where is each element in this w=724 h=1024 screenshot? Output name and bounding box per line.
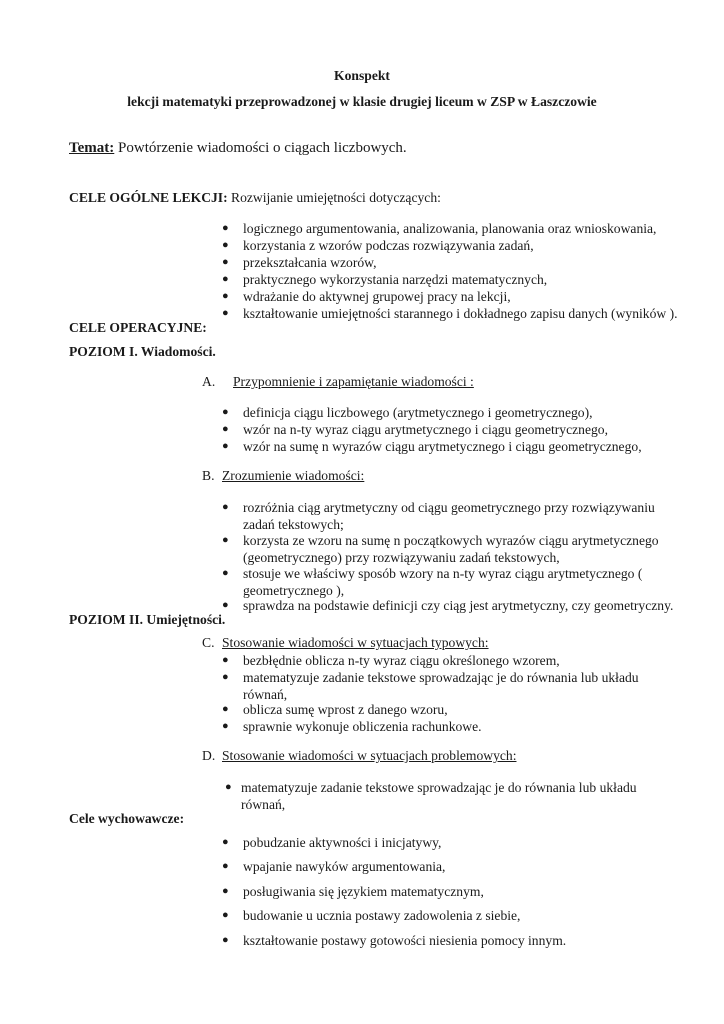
bullet-icon: ●: [222, 222, 229, 234]
section-d-title: Stosowanie wiadomości w sytuacjach problemowych:: [222, 748, 517, 763]
general-goals-text: Rozwijanie umiejętności dotyczących:: [227, 190, 441, 205]
section-a-title: Przypomnienie i zapamiętanie wiadomości :: [233, 374, 474, 389]
bullet-icon: ●: [222, 423, 229, 435]
section-b-title: Zrozumienie wiadomości:: [222, 468, 365, 483]
section-d-letter: D.: [202, 748, 216, 763]
list-item: matematyzuje zadanie tekstowe sprowadzając je do równania lub układu równań,: [241, 780, 637, 812]
list-item: definicja ciągu liczbowego (arytmetycznego i geometrycznego),: [243, 405, 593, 420]
bullet-icon: ●: [222, 273, 229, 285]
bullet-icon: ●: [222, 703, 229, 715]
bullet-icon: ●: [222, 307, 229, 319]
list-item: wzór na sumę n wyrazów ciągu arytmetycznego i ciągu geometrycznego,: [243, 439, 642, 454]
list-item: logicznego argumentowania, analizowania, planowania oraz wnioskowania,: [243, 221, 657, 236]
section-b-letter: B.: [202, 468, 215, 483]
bullet-icon: ●: [222, 406, 229, 418]
bullet-icon: ●: [222, 599, 229, 611]
document-subtitle: lekcji matematyki przeprowadzonej w klasie drugiej liceum w ZSP w Łaszczowie: [127, 94, 597, 109]
general-goals-line: [69, 189, 441, 206]
section-c-title: Stosowanie wiadomości w sytuacjach typowych:: [222, 635, 489, 650]
level-one-rest: . Wiadomości.: [134, 344, 216, 359]
level-two-rest: . Umiejętności.: [139, 612, 226, 627]
list-item: korzysta ze wzoru na sumę n początkowych wyrazów ciągu arytmetycznego (geometrycznego) przy rozwiązywaniu zadań tekstowych,: [243, 533, 659, 565]
bullet-icon: ●: [222, 567, 229, 579]
general-goals-label: CELE OGÓLNE LEKCJI:: [69, 190, 228, 205]
list-item: wzór na n-ty wyraz ciągu arytmetycznego i ciągu geometrycznego,: [243, 422, 608, 437]
list-item: kształtowanie postawy gotowości niesienia pomocy innym.: [243, 933, 567, 948]
list-item: posługiwania się językiem matematycznym,: [243, 884, 484, 899]
bullet-icon: ●: [222, 256, 229, 268]
list-item: wdrażanie do aktywnej grupowej pracy na lekcji,: [243, 289, 511, 304]
level-one-label: POZIOM I: [69, 344, 135, 359]
section-c-letter: C.: [202, 635, 215, 650]
list-item: sprawdza na podstawie definicji czy ciąg jest arytmetyczny, czy geometryczny.: [243, 598, 674, 613]
bullet-icon: ●: [222, 836, 229, 848]
bullet-icon: ●: [225, 781, 232, 793]
bullet-icon: ●: [222, 654, 229, 666]
list-item: wpajanie nawyków argumentowania,: [243, 859, 446, 874]
list-item: bezbłędnie oblicza n-ty wyraz ciągu określonego wzorem,: [243, 653, 560, 668]
educational-heading: Cele wychowawcze:: [69, 811, 185, 826]
section-a-letter: A.: [202, 374, 216, 389]
bullet-icon: ●: [222, 885, 229, 897]
operational-heading: CELE OPERACYJNE:: [69, 320, 207, 335]
list-item: budowanie u ucznia postawy zadowolenia z siebie,: [243, 908, 521, 923]
bullet-icon: ●: [222, 909, 229, 921]
list-item: rozróżnia ciąg arytmetyczny od ciągu geometrycznego przy rozwiązywaniu zadań tekstowych;: [243, 500, 655, 532]
document-title: Konspekt: [334, 68, 390, 83]
list-item: przekształcania wzorów,: [243, 255, 377, 270]
list-item: praktycznego wykorzystania narzędzi matematycznych,: [243, 272, 548, 287]
level-two-heading: [69, 611, 225, 628]
level-two-label: POZIOM II: [69, 612, 140, 627]
bullet-icon: ●: [222, 671, 229, 683]
topic-label: Temat:: [69, 140, 115, 156]
bullet-icon: ●: [222, 501, 229, 513]
level-one-heading: [69, 343, 216, 360]
list-item: matematyzuje zadanie tekstowe sprowadzając je do równania lub układu równań,: [243, 670, 639, 702]
bullet-icon: ●: [222, 239, 229, 251]
list-item: sprawnie wykonuje obliczenia rachunkowe.: [243, 719, 482, 734]
topic-line: [69, 139, 407, 158]
list-item: pobudzanie aktywności i inicjatywy,: [243, 835, 442, 850]
list-item: kształtowanie umiejętności starannego i dokładnego zapisu danych (wyników ).: [243, 306, 678, 321]
bullet-icon: ●: [222, 860, 229, 872]
list-item: stosuje we właściwy sposób wzory na n-ty wyraz ciągu arytmetycznego ( geometrycznego ),: [243, 566, 643, 598]
list-item: oblicza sumę wprost z danego wzoru,: [243, 702, 448, 717]
bullet-icon: ●: [222, 720, 229, 732]
bullet-icon: ●: [222, 934, 229, 946]
list-item: korzystania z wzorów podczas rozwiązywania zadań,: [243, 238, 534, 253]
topic-text: Powtórzenie wiadomości o ciągach liczbowych.: [114, 140, 407, 156]
bullet-icon: ●: [222, 440, 229, 452]
bullet-icon: ●: [222, 290, 229, 302]
bullet-icon: ●: [222, 534, 229, 546]
